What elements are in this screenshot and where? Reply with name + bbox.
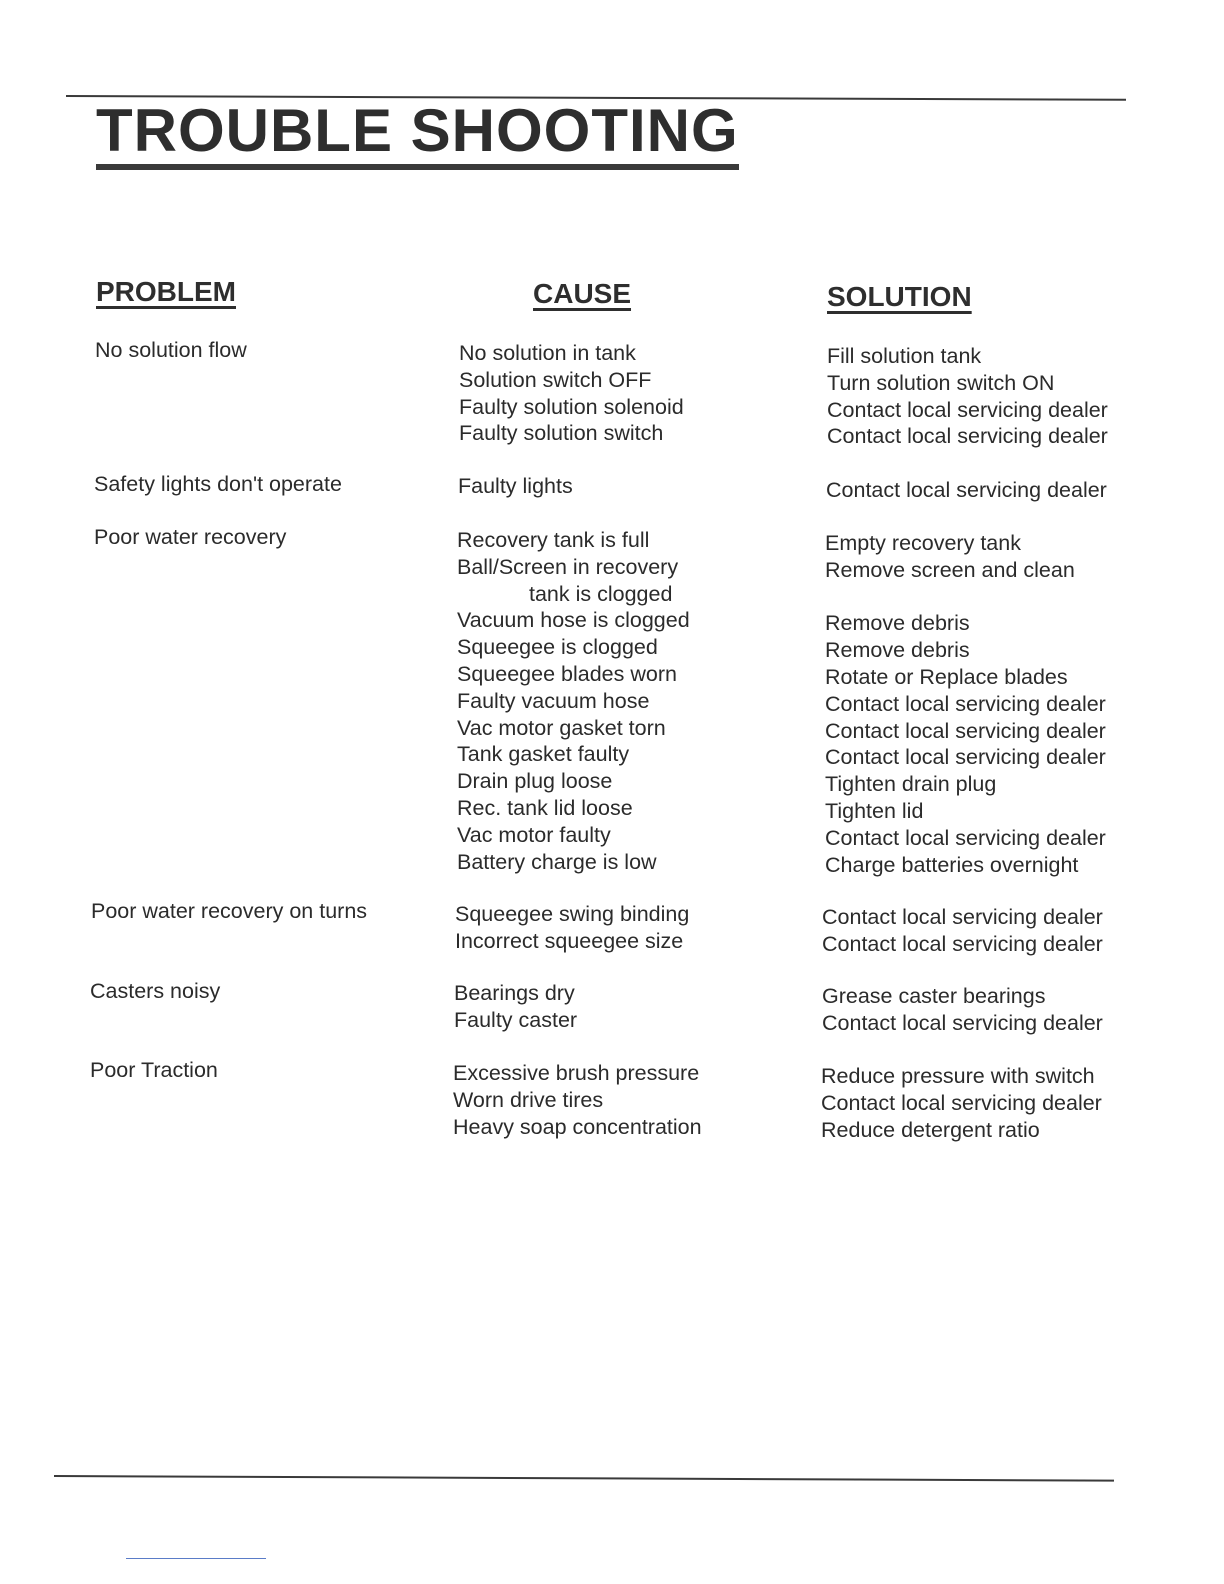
solution-cell: Contact local servicing dealer Contact local servicing dealer [822, 905, 1103, 956]
column-header-cause: CAUSE [533, 278, 632, 309]
problem-cell: Poor water recovery on turns [91, 899, 368, 923]
solution-cell: Reduce pressure with switch Contact local servicing dealer Reduce detergent ratio [821, 1064, 1102, 1142]
problem-cell: No solution flow [95, 338, 247, 362]
footer-rule [126, 1558, 266, 1559]
bottom-rule [54, 1475, 1114, 1482]
cause-cell: Bearings dry Faulty caster [454, 981, 578, 1032]
solution-cell: Empty recovery tank Remove screen and clean Remove debris Remove debris Rotate or Replace blades Contact local servicing dealer Contact local servicing dealer Contact local servicing dealer Tighten drain plug Tighten lid Contact local servicing dealer Charge batteries overnight [825, 531, 1106, 877]
cause-cell: Squeegee swing binding Incorrect squeegee size [455, 902, 690, 953]
problem-cell: Poor Traction [90, 1058, 218, 1082]
solution-cell: Fill solution tank Turn solution switch ON Contact local servicing dealer Contact local servicing dealer [827, 344, 1108, 449]
cause-cell: Excessive brush pressure Worn drive tires Heavy soap concentration [453, 1061, 702, 1139]
column-header-problem: PROBLEM [96, 276, 236, 307]
cause-cell: No solution in tank Solution switch OFF Faulty solution solenoid Faulty solution switch [459, 341, 684, 446]
problem-cell: Casters noisy [90, 979, 221, 1003]
cause-cell: Faulty lights [458, 474, 573, 498]
column-header-solution: SOLUTION [827, 281, 972, 312]
problem-cell: Safety lights don't operate [94, 472, 342, 496]
solution-cell: Contact local servicing dealer [826, 478, 1107, 502]
solution-cell: Grease caster bearings Contact local servicing dealer [822, 984, 1103, 1035]
page-title: TROUBLE SHOOTING [96, 100, 739, 170]
cause-cell: Recovery tank is full Ball/Screen in recovery tank is clogged Vacuum hose is clogged Squeegee is clogged Squeegee blades worn Faulty vacuum hose Vac motor gasket torn Tank gasket faulty Drain plug loose Rec. tank lid loose Vac motor faulty Battery charge is low [457, 528, 690, 874]
problem-cell: Poor water recovery [94, 525, 287, 549]
